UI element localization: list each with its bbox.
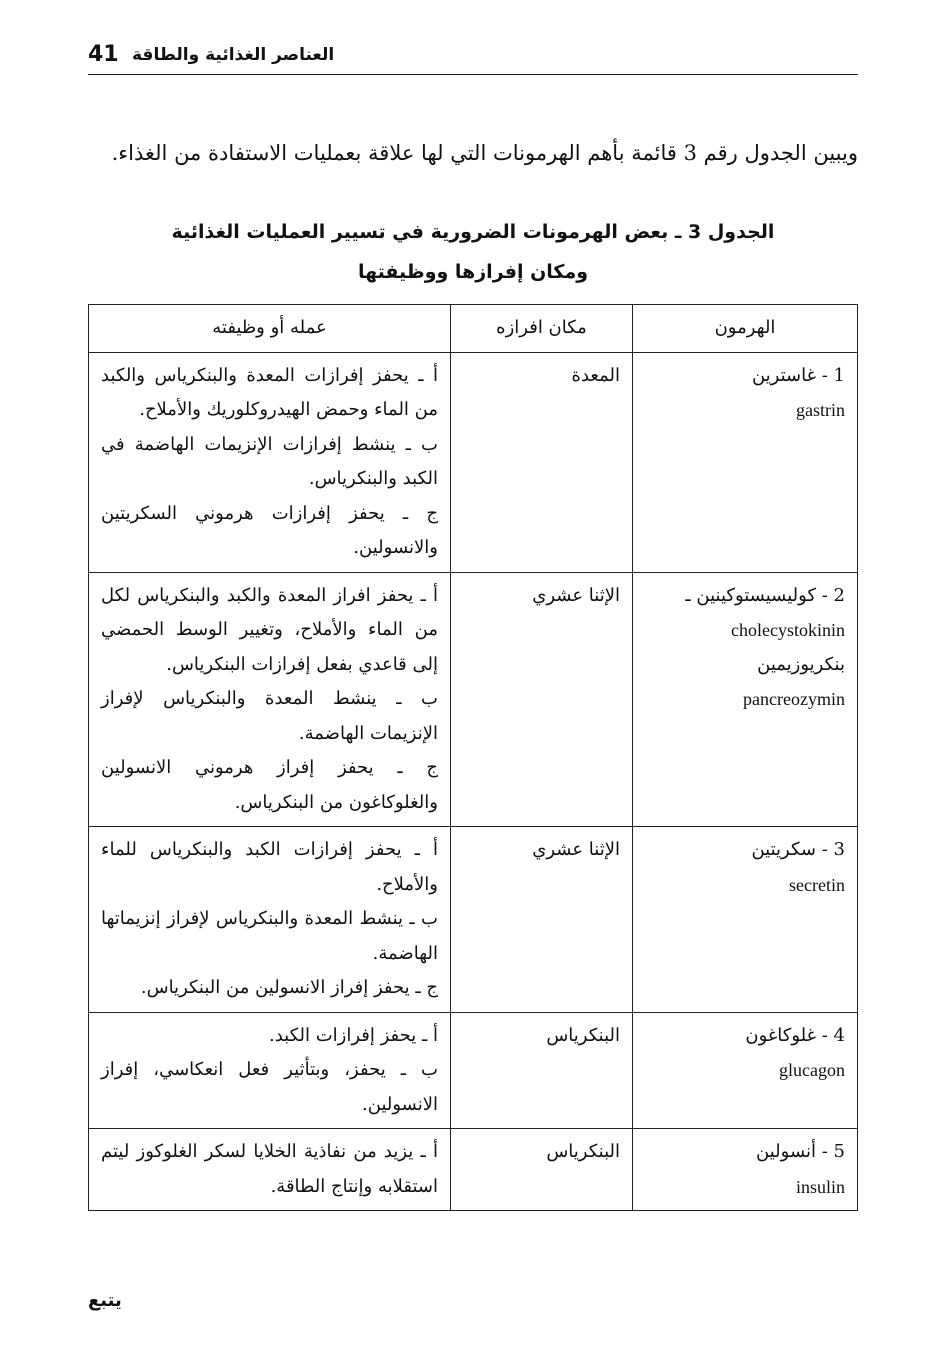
- function-cell: [89, 827, 451, 1013]
- function-cell: [89, 1012, 451, 1129]
- table-caption: [88, 212, 858, 292]
- function-cell: [89, 352, 451, 572]
- intro-paragraph: ويبين الجدول رقم 3 قائمة بأهم الهرمونات التي لها علاقة بعمليات الاستفادة من الغذاء.: [111, 141, 858, 165]
- hormone-name-english: glucagon: [779, 1060, 845, 1080]
- function-item: ج ـ يحفز إفراز الانسولين من البنكرياس.: [140, 977, 438, 998]
- site-cell: الإثنا عشري: [451, 827, 633, 1013]
- site-cell: المعدة: [451, 352, 633, 572]
- hormone-name-english-alt: pancreozymin: [743, 689, 845, 709]
- function-item: أ ـ يحفز افراز المعدة والكبد والبنكرياس لكل من الماء والأملاح، وتغيير الوسط الحمضي إلى قاعدي بفعل إفرازات البنكرياس.: [101, 584, 438, 675]
- header-hormone: الهرمون: [633, 305, 858, 353]
- site-cell: البنكرياس: [451, 1129, 633, 1211]
- function-item: أ ـ يزيد من نفاذية الخلايا لسكر الغلوكوز ليتم استقلابه وإنتاج الطاقة.: [101, 1141, 438, 1197]
- table-header-row: [89, 305, 858, 353]
- function-item: ب ـ يحفز، وبتأثير فعل انعكاسي، إفراز الانسولين.: [101, 1059, 438, 1115]
- hormone-name-english: cholecystokinin: [731, 620, 845, 640]
- hormone-cell: [633, 572, 858, 827]
- continued-note: يتبع: [88, 1290, 122, 1311]
- hormone-name-english: secretin: [789, 874, 845, 895]
- function-item: ب ـ ينشط المعدة والبنكرياس لإفراز الإنزيمات الهاضمة.: [101, 688, 438, 744]
- header-site: مكان افرازه: [451, 305, 633, 353]
- page-number: 41: [88, 42, 119, 67]
- hormone-name-english: insulin: [795, 1176, 845, 1197]
- hormone-cell: [633, 827, 858, 1013]
- site-cell: البنكرياس: [451, 1012, 633, 1129]
- hormone-name-english: gastrin: [796, 400, 845, 420]
- header-function: عمله أو وظيفته: [89, 305, 451, 353]
- site-cell: الإثنا عشري: [451, 572, 633, 827]
- function-item: أ ـ يحفز إفرازات المعدة والبنكرياس والكبد من الماء وحمض الهيدروكلوريك والأملاح.: [101, 364, 438, 420]
- function-item: ج ـ يحفز إفرازات هرموني السكريتين والانسولين.: [101, 502, 438, 558]
- table-row: [89, 352, 858, 572]
- table-row: [89, 572, 858, 827]
- running-title: العناصر الغذائية والطاقة: [132, 45, 335, 65]
- function-item: ب ـ ينشط إفرازات الإنزيمات الهاضمة في الكبد والبنكرياس.: [101, 433, 438, 489]
- hormone-name-arabic: 4 - غلوكاغون: [745, 1024, 845, 1046]
- page-header: [88, 40, 858, 75]
- function-item: أ ـ يحفز إفرازات الكبد.: [268, 1024, 438, 1046]
- table-caption-line-2: ومكان إفرازها ووظيفتها: [357, 261, 589, 283]
- table-row: [89, 827, 858, 1013]
- hormone-cell: [633, 1012, 858, 1129]
- function-item: ب ـ ينشط المعدة والبنكرياس لإفراز إنزيماتها الهاضمة.: [101, 908, 438, 964]
- table-caption-line-1: الجدول 3 ـ بعض الهرمونات الضرورية في تسيير العمليات الغذائية: [171, 221, 775, 243]
- table-body: [89, 352, 858, 1211]
- hormone-cell: [633, 1129, 858, 1211]
- hormone-cell: [633, 352, 858, 572]
- hormone-name-arabic: 2 - كوليسيستوكينين ـ: [685, 584, 845, 606]
- function-item: ج ـ يحفز إفراز هرموني الانسولين والغلوكاغون من البنكرياس.: [101, 757, 438, 813]
- function-item: أ ـ يحفز إفرازات الكبد والبنكرياس للماء والأملاح.: [101, 839, 438, 895]
- hormone-name-arabic: 1 - غاسترين: [751, 364, 845, 386]
- function-cell: [89, 1129, 451, 1211]
- hormone-name-arabic-alt: بنكريوزيمين: [757, 653, 845, 675]
- hormone-name-arabic: 3 - سكريتين: [751, 839, 845, 860]
- function-cell: [89, 572, 451, 827]
- hormone-name-arabic: 5 - أنسولين: [756, 1141, 845, 1162]
- hormones-table: [88, 304, 858, 1211]
- table-row: [89, 1129, 858, 1211]
- table-row: [89, 1012, 858, 1129]
